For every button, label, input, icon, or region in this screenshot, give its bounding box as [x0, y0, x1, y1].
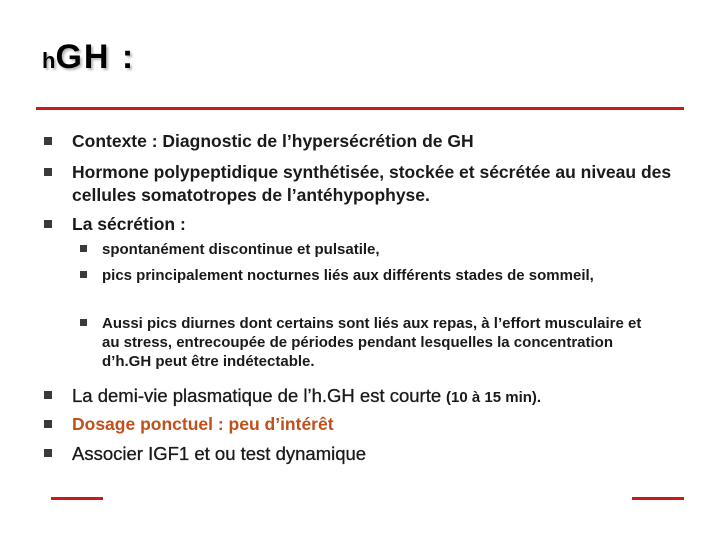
square-bullet-icon — [44, 420, 52, 428]
bullet-item-context — [72, 130, 672, 153]
square-bullet-icon — [44, 391, 52, 399]
title-prefix: h — [42, 48, 56, 73]
title-main: GH : — [55, 38, 136, 76]
sub-bullet-item-pulsatile — [102, 240, 662, 259]
sub-bullet-text: Aussi pics diurnes dont certains sont liés aux repas, à l’effort musculaire et au stress, entrecoupée de périodes pendant lesquelles la concentration d’h.GH peut être indétectable. — [102, 315, 642, 370]
bullet-text: La sécrétion : — [72, 214, 186, 234]
bullet-text: La demi-vie plasmatique de l’h.GH est courte — [72, 385, 442, 406]
slide-title — [42, 38, 135, 77]
bottom-left-accent-line — [51, 497, 103, 500]
bullet-text: Associer IGF1 et ou test dynamique — [72, 443, 367, 464]
bullet-item-hormone — [72, 161, 672, 207]
square-bullet-icon — [44, 168, 52, 176]
sub-bullet-item-nocturnal — [102, 266, 662, 285]
bullet-text: Dosage ponctuel : peu d’intérêt — [72, 414, 334, 434]
square-bullet-icon — [44, 449, 52, 457]
square-bullet-icon — [44, 137, 52, 145]
bullet-item-secretion — [72, 213, 672, 236]
square-sub-bullet-icon — [80, 245, 87, 252]
square-sub-bullet-icon — [80, 271, 87, 278]
bullet-item-igf1 — [72, 442, 672, 466]
bottom-right-accent-line — [632, 497, 684, 500]
bullet-text: Contexte : Diagnostic de l’hypersécrétion de GH — [72, 131, 474, 151]
bullet-text-parenthetical: (10 à 15 min). — [446, 389, 542, 406]
sub-bullet-text: spontanément discontinue et pulsatile, — [102, 241, 380, 258]
bullet-item-dosage — [72, 413, 672, 436]
square-sub-bullet-icon — [80, 319, 87, 326]
sub-bullet-item-diurnal — [102, 314, 662, 371]
bullet-text: Hormone polypeptidique synthétisée, stockée et sécrétée au niveau des cellules somatotropes de l’antéhypophyse. — [72, 162, 672, 205]
bullet-item-half-life — [72, 384, 672, 409]
sub-bullet-text: pics principalement nocturnes liés aux différents stades de sommeil, — [102, 267, 594, 284]
title-underline-divider — [36, 107, 684, 110]
square-bullet-icon — [44, 220, 52, 228]
